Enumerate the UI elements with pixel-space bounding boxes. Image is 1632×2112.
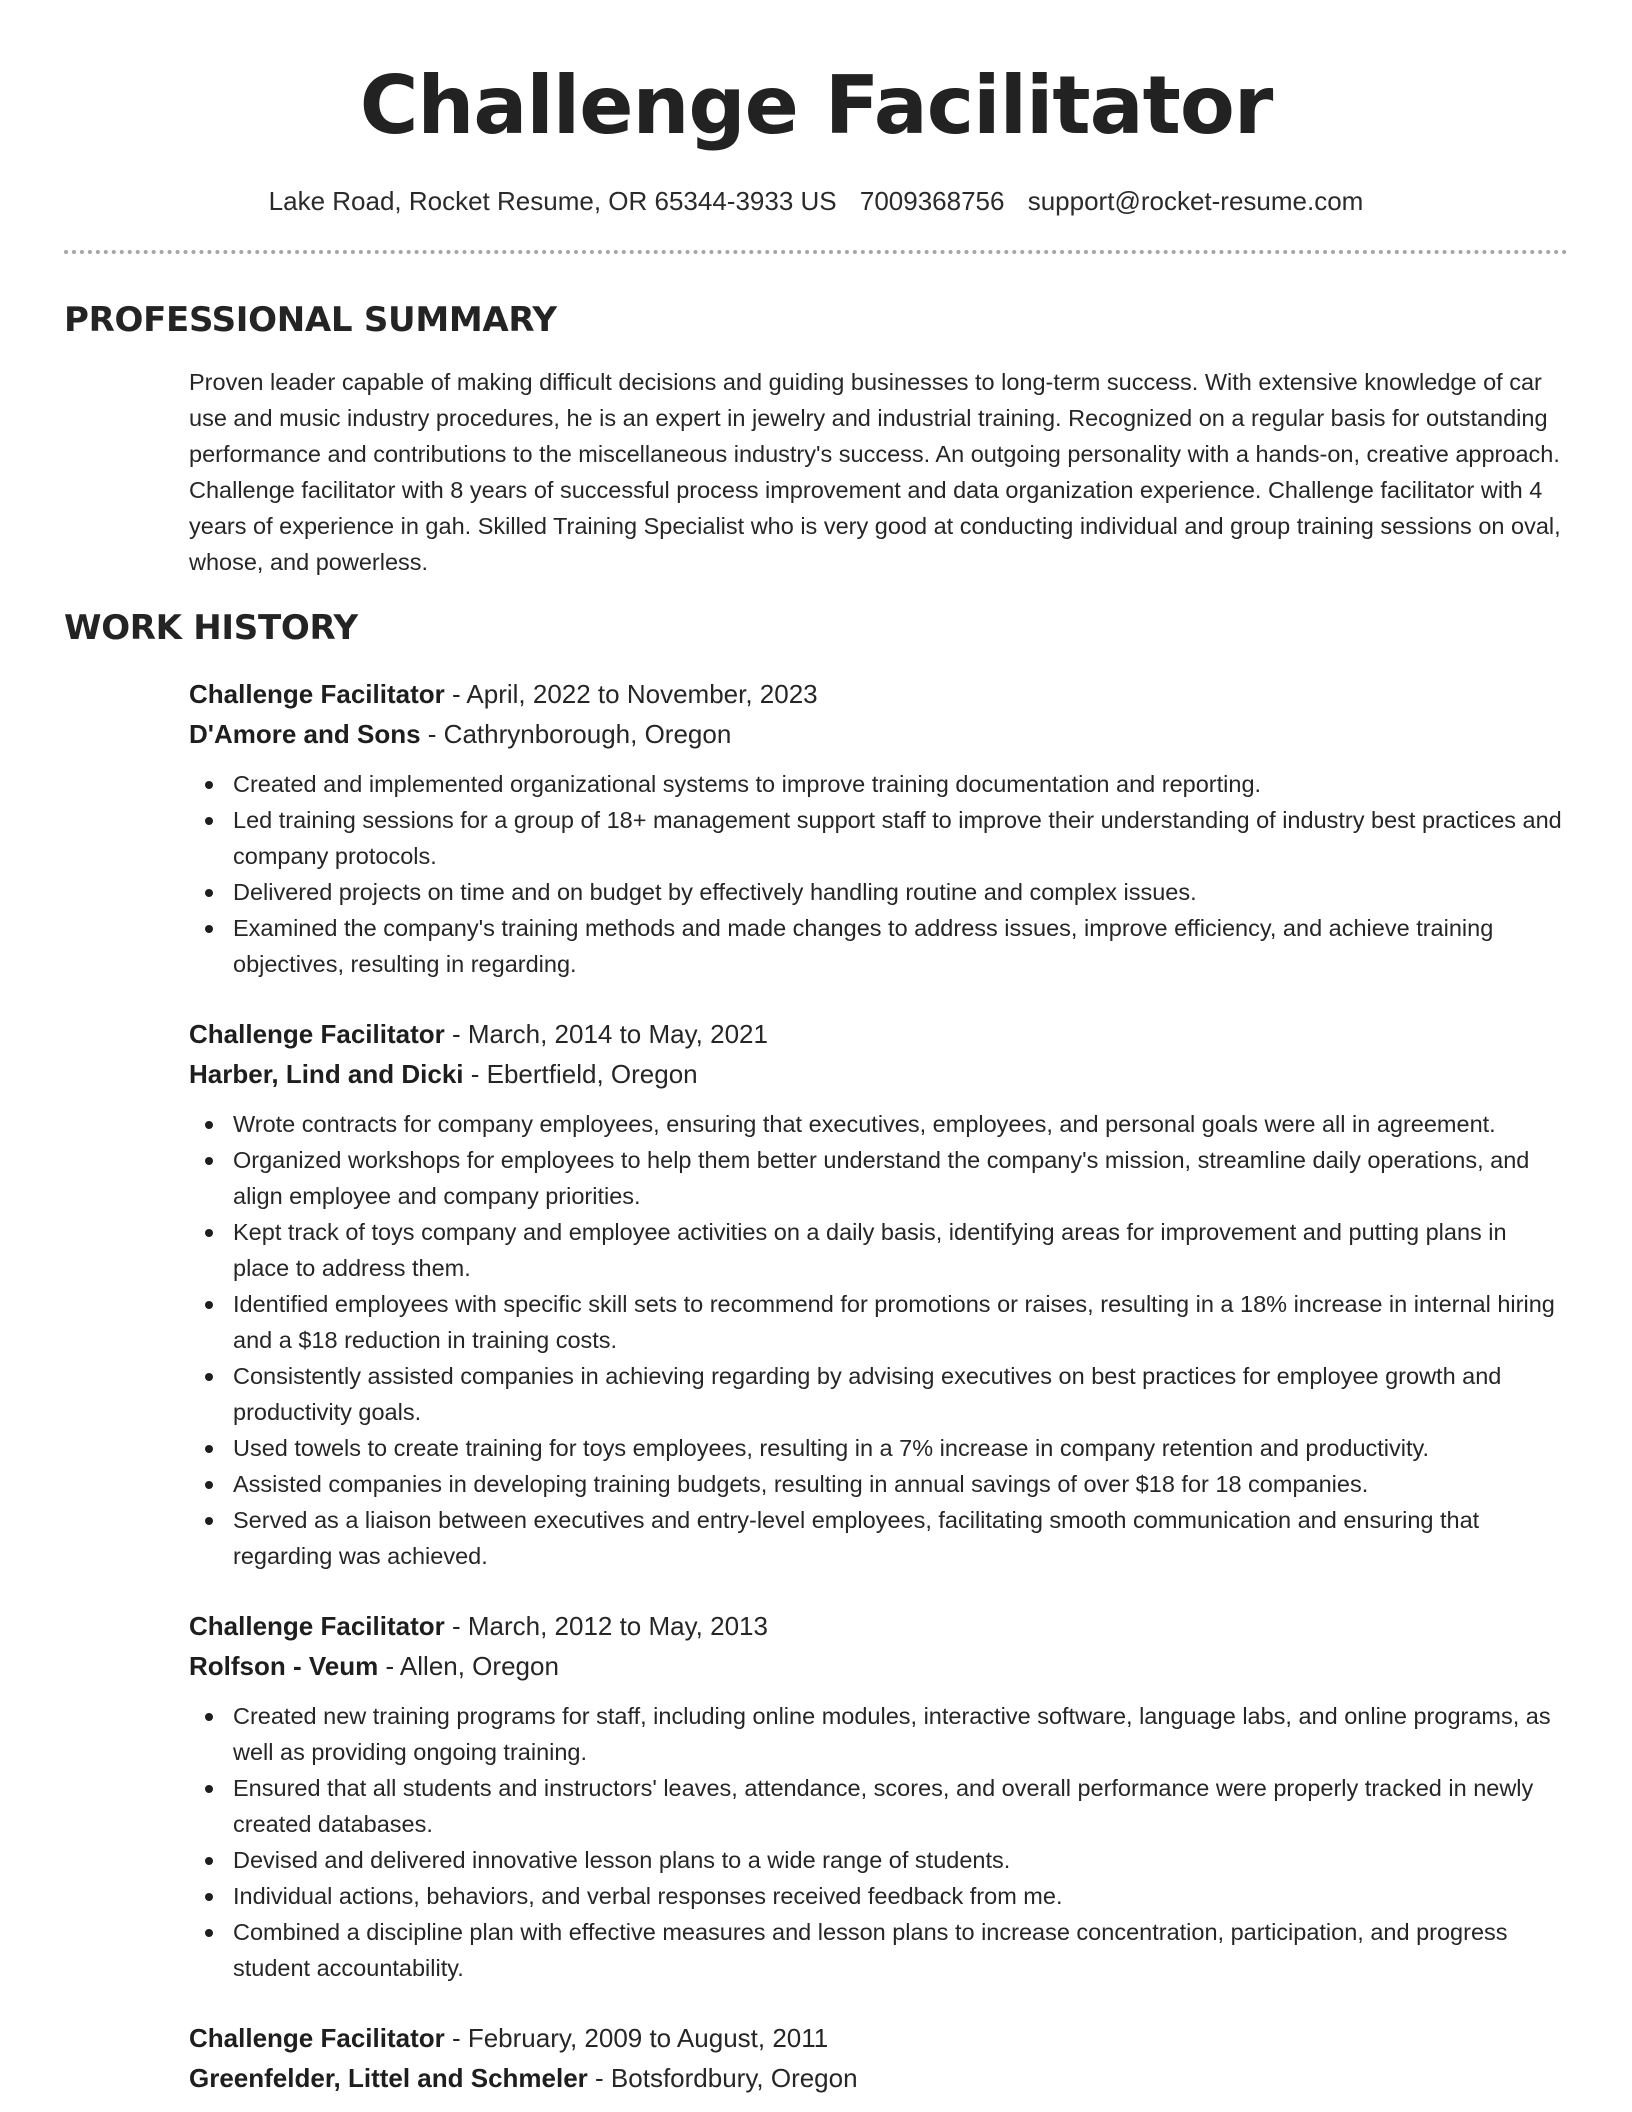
job-location: - Cathrynborough, Oregon [420,719,732,749]
contact-line [64,184,1568,218]
job-title-line [189,1014,1568,1054]
job-dates: - February, 2009 to August, 2011 [444,2023,829,2053]
job-location: - Botsfordbury, Oregon [587,2063,858,2093]
job-company-line [189,714,1568,754]
job-role: Challenge Facilitator [189,1611,445,1641]
job-bullet: Organized workshops for employees to help them better understand the company's mission, streamline daily operations, and align employee and company priorities. [189,1142,1568,1214]
job-company: D'Amore and Sons [189,719,421,749]
job-title-line [189,2018,1568,2058]
job-company: Greenfelder, Littel and Schmeler [189,2063,588,2093]
job-location: - Allen, Oregon [378,1651,559,1681]
job-bullet: Ensured that all students and instructors' leaves, attendance, scores, and overall performance were properly tracked in newly created databases. [189,1770,1568,1842]
job-bullet: Led training sessions for a group of 18+ management support staff to improve their understanding of industry best practices and company protocols. [189,802,1568,874]
job-dates: - April, 2022 to November, 2023 [444,679,818,709]
job-bullets [189,1106,1568,1574]
job-entry [189,674,1568,982]
job-title-line [189,674,1568,714]
job-bullets [189,766,1568,982]
job-bullet: Kept track of toys company and employee activities on a daily basis, identifying areas for improvement and putting plans in place to address them. [189,1214,1568,1286]
job-role: Challenge Facilitator [189,1019,445,1049]
candidate-name: Challenge Facilitator [359,59,1273,152]
job-bullet: Identified employees with specific skill sets to recommend for promotions or raises, resulting in a 18% increase in internal hiring and a $18 reduction in training costs. [189,1286,1568,1358]
header-divider [64,250,1568,254]
job-company-line [189,1646,1568,1686]
job-bullet: Served as a liaison between executives and entry-level employees, facilitating smooth communication and ensuring that regarding was achieved. [189,1502,1568,1574]
job-bullet: Consistently assisted companies in achieving regarding by advising executives on best practices for employee growth and productivity goals. [189,1358,1568,1430]
job-company: Harber, Lind and Dicki [189,1059,464,1089]
contact-phone: 7009368756 [859,186,1005,216]
contact-address: Lake Road, Rocket Resume, OR 65344-3933 US [268,186,837,216]
job-bullet: Devised and delivered innovative lesson plans to a wide range of students. [189,1842,1568,1878]
job-bullet: Created and implemented organizational systems to improve training documentation and reporting. [189,766,1568,802]
job-bullet: Wrote contracts for company employees, ensuring that executives, employees, and personal goals were all in agreement. [189,1106,1568,1142]
job-bullet: Combined a discipline plan with effective measures and lesson plans to increase concentration, participation, and progress student accountability. [189,1914,1568,1986]
job-dates: - March, 2014 to May, 2021 [444,1019,768,1049]
job-company: Rolfson - Veum [189,1651,379,1681]
section-title-work-history: WORK HISTORY [64,608,358,648]
job-bullet: Examined the company's training methods and made changes to address issues, improve efficiency, and achieve training objectives, resulting in regarding. [189,910,1568,982]
job-bullet: Assisted companies in developing training budgets, resulting in annual savings of over $18 for 18 companies. [189,1466,1568,1502]
job-entry [189,1606,1568,1986]
job-bullet: Individual actions, behaviors, and verbal responses received feedback from me. [189,1878,1568,1914]
job-bullet: Delivered projects on time and on budget by effectively handling routine and complex issues. [189,874,1568,910]
job-company-line [189,2058,1568,2098]
summary-text: Proven leader capable of making difficult decisions and guiding businesses to long-term success. With extensive knowledge of car use and music industry procedures, he is an expert in jewelry and industrial training. Recognized on a regular basis for outstanding performance and contributions to the miscellaneous industry's success. An outgoing personality with a hands-on, creative approach. Challenge facilitator with 8 years of successful process improvement and data organization experience. Challenge facilitator with 4 years of experience in gah. Skilled Training Specialist who is very good at conducting individual and group training sessions on oval, whose, and powerless. [189,369,1561,575]
job-location: - Ebertfield, Oregon [463,1059,698,1089]
resume-header [64,0,1568,254]
contact-email: support@rocket-resume.com [1027,186,1364,216]
job-role: Challenge Facilitator [189,679,445,709]
job-entry [189,2018,1568,2098]
job-role: Challenge Facilitator [189,2023,445,2053]
job-dates: - March, 2012 to May, 2013 [444,1611,768,1641]
job-title-line [189,1606,1568,1646]
section-title-summary: PROFESSIONAL SUMMARY [64,300,557,340]
job-entry [189,1014,1568,1574]
job-bullets [189,1698,1568,1986]
job-bullet: Created new training programs for staff, including online modules, interactive software, language labs, and online programs, as well as providing ongoing training. [189,1698,1568,1770]
job-bullet: Used towels to create training for toys employees, resulting in a 7% increase in company retention and productivity. [189,1430,1568,1466]
job-company-line [189,1054,1568,1094]
